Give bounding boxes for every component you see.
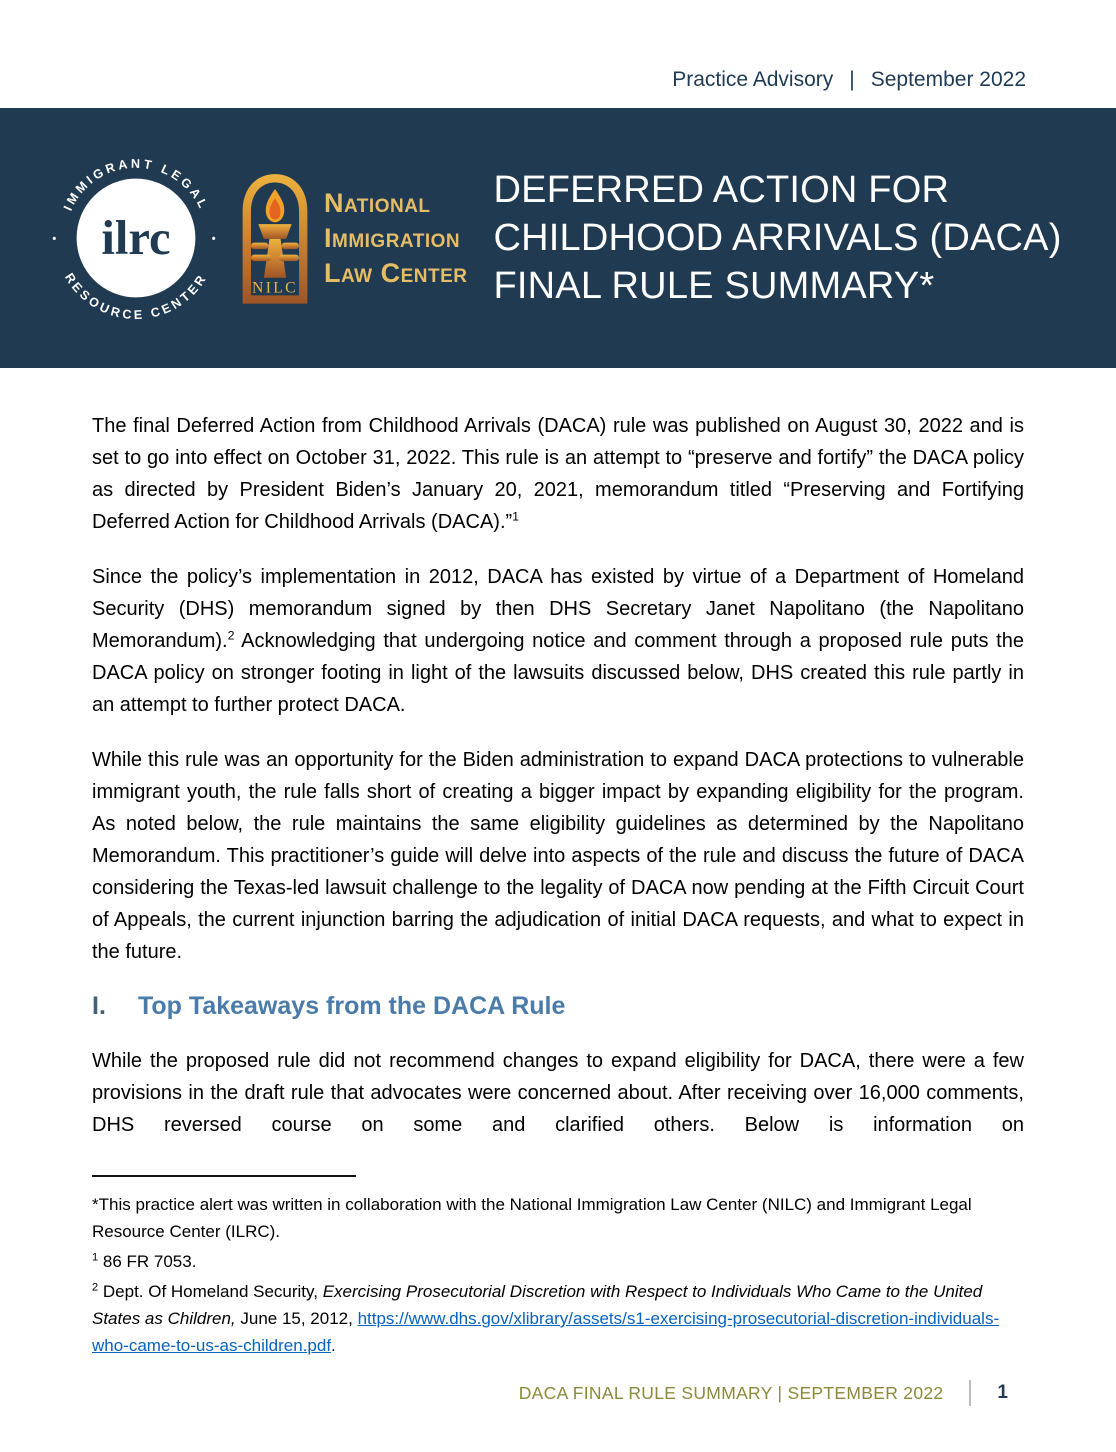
footnote-ref-2: 2 [227, 628, 235, 643]
footnote-2-suffix: . [331, 1336, 336, 1355]
footnote-2-marker: 2 [92, 1281, 99, 1294]
paragraph-history-text-2: Acknowledging that undergoing notice and comment through a proposed rule puts the DACA policy on stronger footing in light of the lawsuits discussed below, DHS created this rule partly in an attempt to further protect DACA. [92, 630, 1024, 716]
dhs-memo-link[interactable]: https://www.dhs.gov/xlibrary/assets/s1-exercising-prosecutorial-discretion-individuals-who-came-to-us-as-children.pdf [92, 1309, 1000, 1355]
footnote-star: *This practice alert was written in collaboration with the National Immigration Law Center (NILC) and Immigrant Legal Resource Center (ILRC). [92, 1195, 972, 1241]
paragraph-history [92, 561, 1024, 721]
section-numeral: I. [92, 992, 106, 1020]
footnote-1-marker: 1 [92, 1251, 99, 1264]
top-header [0, 0, 1116, 108]
wave-right-1 [281, 243, 299, 249]
page-number: 1 [997, 1382, 1008, 1403]
paragraph-intro [92, 410, 1024, 538]
ring-dot-right: • [211, 232, 216, 246]
page-title [494, 166, 1062, 310]
advisory-date: September 2022 [870, 68, 1026, 91]
ring-dot-left: • [52, 232, 57, 246]
footer-running-title: DACA FINAL RULE SUMMARY | SEPTEMBER 2022 [518, 1382, 944, 1403]
footnote-2-case-title: Exercising Prosecutorial Discretion with Respect to Individuals Who Came to the United States as Children, [92, 1282, 983, 1328]
section-title: Top Takeaways from the DACA Rule [138, 992, 566, 1020]
nilc-wordmark-line-2: Immigration [324, 222, 461, 253]
wave-left-1 [251, 243, 269, 249]
ilrc-ring-text-top: IMMIGRANT LEGAL [60, 156, 212, 213]
footnote-ref-1: 1 [512, 509, 520, 524]
title-banner [0, 108, 1116, 368]
header-separator: | [849, 68, 855, 91]
paragraph-takeaways: While the proposed rule did not recommend changes to expand eligibility for DACA, there were a few provisions in the draft rule that advocates were concerned about. After receiving over 16,000 comments, DHS reversed course on some and clarified others. Below is information on [92, 1050, 1024, 1136]
paragraph-history-text-1: Since the policy’s implementation in 2012, DACA has existed by virtue of a Department of Homeland Security (DHS) memorandum signed by then DHS Secretary Janet Napolitano (the Napolitano Memorandum). [92, 566, 1024, 652]
wave-left-2 [251, 255, 271, 261]
nilc-logo [238, 167, 468, 309]
paragraph-overview: While this rule was an opportunity for the Biden administration to expand DACA protections to vulnerable immigrant youth, the rule falls short of creating a bigger impact by expanding eligibility for the program. As noted below, the rule maintains the same eligibility guidelines as determined by the Napolitano Memorandum. This practitioner’s guide will delve into aspects of the rule and discuss the future of DACA considering the Texas-led lawsuit challenge to the legality of DACA now pending at the Fifth Circuit Court of Appeals, the current injunction barring the adjudication of initial DACA requests, and what to expect in the future. [92, 749, 1024, 963]
footnote-2-date: June 15, 2012, [235, 1309, 358, 1328]
title-line-3: FINAL RULE SUMMARY* [493, 265, 935, 307]
nilc-wordmark [324, 186, 468, 291]
footnote-2 [92, 1278, 1024, 1359]
footnote-1-text: 86 FR 7053. [98, 1252, 197, 1271]
footnote-divider [92, 1175, 356, 1177]
ilrc-logo [46, 148, 226, 328]
section-heading-takeaways [92, 991, 1024, 1021]
title-line-2: CHILDHOOD ARRIVALS (DACA) [493, 217, 1062, 259]
title-line-1: DEFERRED ACTION FOR [493, 169, 950, 211]
footnote-2-prefix: Dept. Of Homeland Security, [98, 1282, 323, 1301]
page-footer [519, 1380, 1008, 1406]
ilrc-ring-text-bottom: RESOURCE CENTER [61, 270, 211, 323]
advisory-type-label: Practice Advisory [672, 68, 834, 91]
footer-divider [969, 1380, 971, 1406]
nilc-wordmark-line-1: National [324, 187, 431, 218]
wave-right-2 [279, 255, 299, 261]
nilc-wordmark-line-3: Law Center [324, 257, 468, 288]
ilrc-acronym: ilrc [101, 211, 171, 266]
nilc-torch-arch-icon [238, 167, 312, 309]
document-body [0, 410, 1116, 1359]
nilc-acronym: NILC [252, 279, 298, 297]
paragraph-intro-text: The final Deferred Action from Childhood Arrivals (DACA) rule was published on August 30, 2022 and is set to go into effect on October 31, 2022. This rule is an attempt to “preserve and fortify” the DACA policy as directed by President Biden’s January 20, 2021, memorandum titled “Preserving and Fortifying Deferred Action for Childhood Arrivals (DACA).” [92, 415, 1024, 533]
footnote-1 [92, 1248, 1024, 1275]
footnotes-section [92, 1175, 1024, 1359]
torch-cup [258, 224, 291, 239]
